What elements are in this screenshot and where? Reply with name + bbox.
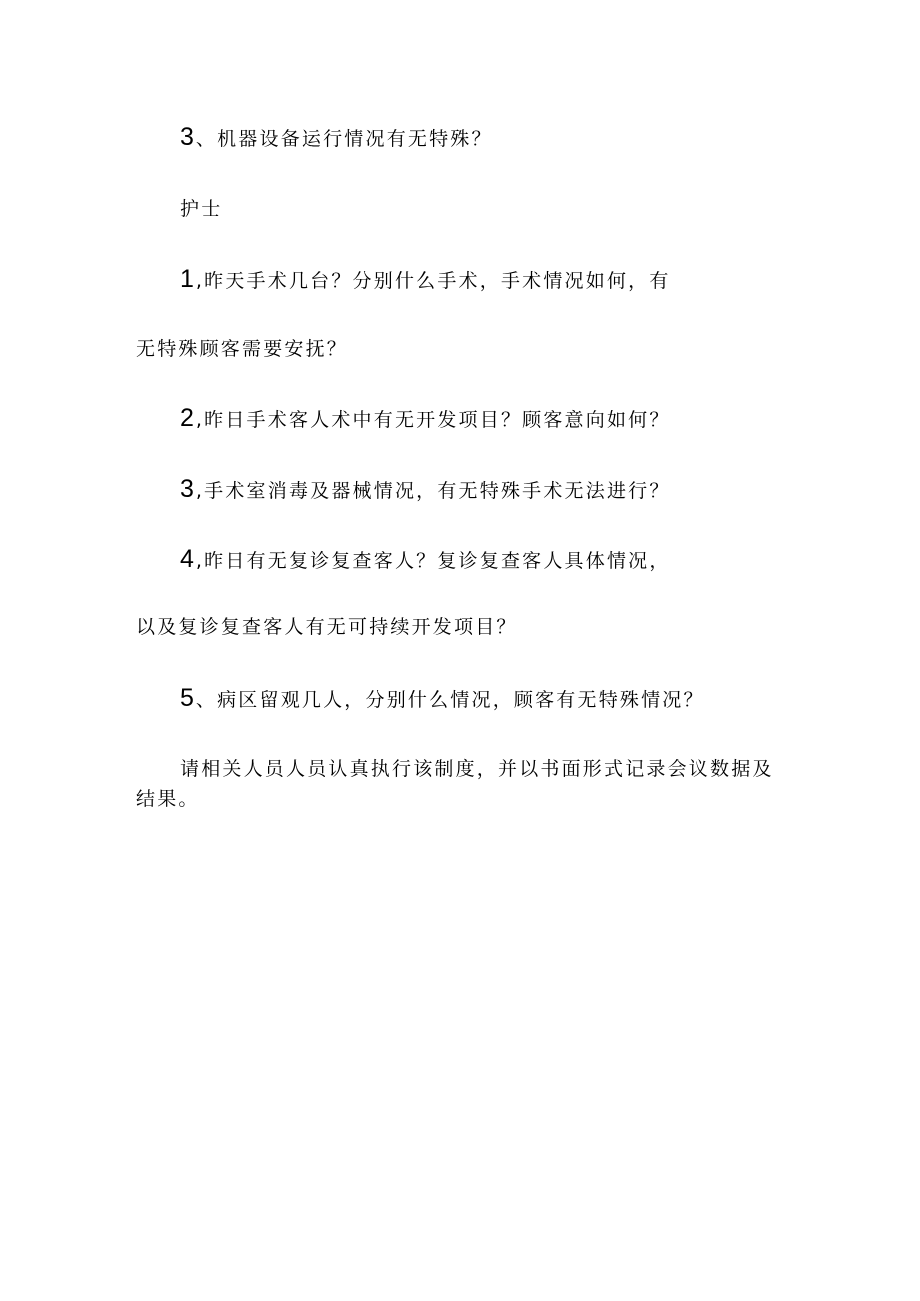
item-number: 4: [180, 545, 194, 573]
paragraph-text: ,昨天手术几台？分别什么手术，手术情况如何，有: [195, 270, 671, 292]
paragraph-text: 、机器设备运行情况有无特殊？: [195, 128, 493, 150]
paragraph-text: ,昨日手术客人术中有无开发项目？顾客意向如何？: [195, 409, 671, 431]
paragraph-text: 以及复诊复查客人有无可持续开发项目？: [136, 616, 518, 638]
paragraph-equipment-status: [180, 124, 493, 152]
paragraph-surgeries-yesterday: [180, 266, 671, 294]
paragraph-closing-instruction: [180, 756, 774, 782]
paragraph-ward-observation: [180, 685, 705, 713]
paragraph-continuation: [136, 336, 348, 362]
heading-text: 护士: [180, 198, 223, 220]
paragraph-continuation: [136, 614, 518, 640]
item-number: 3: [180, 123, 194, 151]
paragraph-text: ,昨日有无复诊复查客人？复诊复查客人具体情况，: [195, 550, 671, 572]
paragraph-text: 、病区留观几人，分别什么情况，顾客有无特殊情况？: [195, 689, 705, 711]
item-number: 1: [180, 265, 194, 293]
section-heading-nurse: [180, 196, 222, 222]
paragraph-disinfection: [180, 476, 671, 504]
paragraph-text: 结果。: [136, 788, 200, 810]
item-number: 3: [180, 475, 194, 503]
paragraph-text: 无特殊顾客需要安抚？: [136, 338, 349, 360]
paragraph-development-projects: [180, 405, 671, 433]
item-number: 5: [180, 684, 194, 712]
paragraph-text: 请相关人员人员认真执行该制度，并以书面形式记录会议数据及: [180, 758, 774, 780]
paragraph-follow-up-visits: [180, 546, 671, 574]
paragraph-continuation: [136, 786, 200, 812]
paragraph-text: ,手术室消毒及器械情况，有无特殊手术无法进行？: [195, 480, 671, 502]
item-number: 2: [180, 404, 194, 432]
